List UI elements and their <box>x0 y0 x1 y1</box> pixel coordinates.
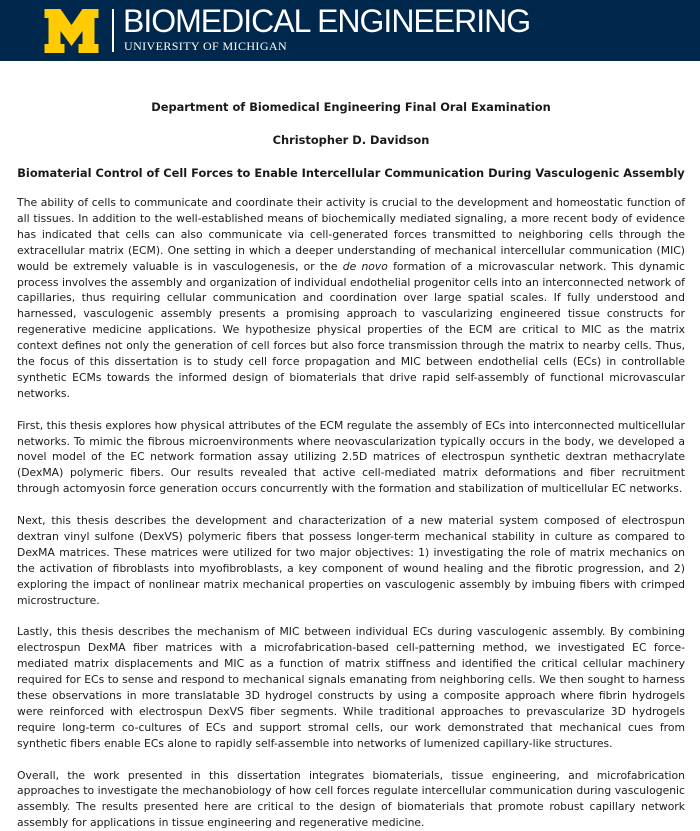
author-name: Christopher D. Davidson <box>272 133 430 147</box>
paragraph-1-text-start: The ability of cells to communicate and coordinate their activity is crucial to the development and homeostatic function of all tissues. In addition to the well-established means of biochemically mediated signaling, a more recent body of evidence has indicated that cells can also communicate via cell-generated forces transmitted to neighboring cells through the extracellular matrix (ECM). One setting in which a deeper understanding of mechanical intercellular communication (MIC) would be extremely valuable is in vasculogenesis, or the <box>17 196 685 273</box>
abstract-paragraph-2: First, this thesis explores how physical attributes of the ECM regulate the assembly of ECs into interconnected multicellular networks. To mimic the fibrous microenvironments where neovascularization typically occurs in the body, we developed a novel model of the EC network formation assay utilizing 2.5D matrices of electrospun synthetic dextran methacrylate (DexMA) polymeric fibers. Our results revealed that active cell-mediated matrix deformations and fiber recruitment through actomyosin force generation occurs concurrently with the formation and stabilization of multicellular EC networks. <box>17 418 685 496</box>
header-divider <box>112 9 114 52</box>
block-m-shape <box>45 9 99 53</box>
abstract-paragraph-3: Next, this thesis describes the development and characterization of a new material system composed of electrospun dextran vinyl sulfone (DexVS) polymeric fibers that possess longer-term mechanical stability in culture as compared to DexMA matrices. These matrices were utilized for two major objectives: 1) investigating the role of matrix mechanics on the activation of fibroblasts into myofibroblasts, a key component of wound healing and the fibrotic progression, and 2) exploring the impact of nonlinear matrix mechanical properties on vasculogenic assembly by imbuing fibers with crimped microstructure. <box>17 514 685 607</box>
header-banner <box>0 0 700 61</box>
department-title: BIOMEDICAL ENGINEERING <box>123 3 531 39</box>
university-subtitle: UNIVERSITY OF MICHIGAN <box>124 39 288 53</box>
abstract-paragraph-5: Overall, the work presented in this dissertation integrates biomaterials, tissue engineering, and microfabrication approaches to investigate the mechanobiology of how cell forces regulate intercellular communication during vasculogenic assembly. The results presented here are critical to the design of biomaterials that promote robust capillary network assembly for applications in tissue engineering and regenerative medicine. <box>17 768 685 830</box>
block-m-logo <box>41 9 102 53</box>
paragraph-1-text-end: formation of a microvascular network. This dynamic process involves the assembly and organization of individual endothelial progenitor cells into an interconnected network of capillaries, thus requiring cellular communication and coordination over large spatial scales. If fully understood and harnessed, vasculogenic assembly presents a promising approach to vascularizing engineered tissue constructs for regenerative medicine applications. We hypothesize physical properties of the ECM are critical to MIC as the matrix context defines not only the generation of cell forces but also force transmission through the matrix to nearby cells. Thus, the focus of this dissertation is to study cell force propagation and MIC between endothelial cells (ECs) in controllable synthetic ECMs towards the informed design of biomaterials that drive rapid self-assembly of functional microvascular networks. <box>17 259 685 400</box>
abstract-paragraph-1 <box>17 195 685 402</box>
abstract <box>17 195 685 831</box>
paragraph-1-emphasis: de novo <box>342 259 388 273</box>
abstract-paragraph-4: Lastly, this thesis describes the mechanism of MIC between individual ECs during vasculogenic assembly. By combining electrospun DexMA fiber matrices with a microfabrication-based cell-patterning method, we investigated EC force-mediated matrix displacements and MIC as a function of matrix stiffness and identified the critical cellular machinery required for ECs to sense and respond to mechanical signals emanating from neighboring cells. We then sought to harness these observations in more translatable 3D hydrogel constructs by using a composite approach where fibrin hydrogels were reinforced with electrospun DexVS fiber segments. While traditional approaches to prevascularize 3D hydrogels require long-term co-cultures of ECs and support stromal cells, our work demonstrated that mechanical cues from synthetic fibers enable ECs alone to rapidly self-assemble into networks of lumenized capillary-like structures. <box>17 625 685 750</box>
dissertation-title: Biomaterial Control of Cell Forces to Enable Intercellular Communication During Vasculogenic Assembly <box>17 166 685 180</box>
exam-heading: Department of Biomedical Engineering Final Oral Examination <box>151 100 551 114</box>
document-body <box>0 100 700 831</box>
